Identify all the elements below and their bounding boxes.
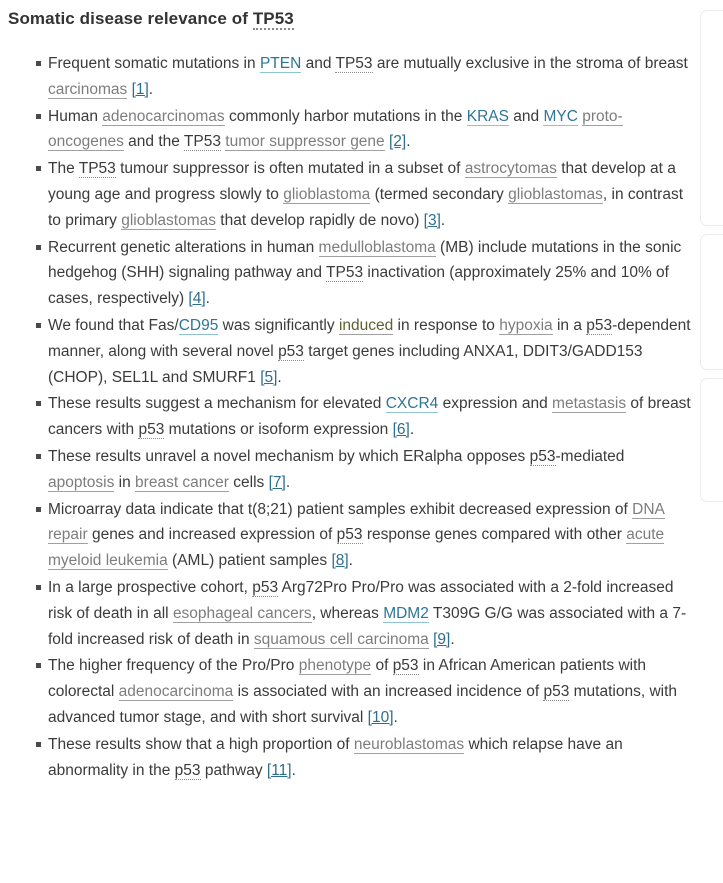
- relevance-bullet-item: [48, 51, 695, 103]
- text: .: [393, 708, 398, 726]
- text: .: [148, 80, 154, 98]
- bullet-square-icon: [36, 61, 41, 66]
- bullet-square-icon: [36, 166, 41, 171]
- text: , in contrast to primary: [48, 185, 684, 229]
- text: inactivation (approximately 25% and 10% of cases, respectively): [48, 264, 669, 308]
- side-panel-edge-middle: [700, 234, 723, 370]
- disease-link[interactable]: tumor suppressor gene: [225, 133, 385, 151]
- text: T309G G/G was associated with a 7-fold increased risk of death in: [48, 604, 687, 648]
- disease-link[interactable]: carcinomas: [48, 80, 128, 98]
- text: tumour suppressor is often mutated in a subset of: [115, 160, 465, 178]
- citation-link[interactable]: [9]: [433, 630, 451, 648]
- bullet-square-icon: [36, 114, 41, 119]
- text: -dependent manner, along with several novel: [48, 316, 691, 360]
- text: response genes compared with other: [362, 526, 627, 544]
- relevance-bullet-item: [48, 653, 695, 730]
- disease-link[interactable]: adenocarcinoma: [118, 683, 234, 701]
- relevance-bullet-item: [48, 313, 695, 390]
- gene-link[interactable]: KRAS: [466, 107, 509, 125]
- text: was significantly: [218, 316, 339, 334]
- side-panel-edge-top: [700, 10, 723, 226]
- text: Human: [48, 107, 103, 125]
- citation-link[interactable]: [3]: [423, 211, 441, 229]
- tooltip-term[interactable]: TP53: [335, 55, 373, 72]
- text: target genes including ANXA1, DDIT3/GADD153 (CHOP), SEL1L and SMURF1: [48, 342, 643, 386]
- text: that develop at a young age and progress slowly to: [48, 160, 676, 203]
- relevance-bullet-item: [48, 104, 695, 156]
- text: that develop rapidly de novo): [216, 211, 424, 229]
- text: which relapse have an abnormality in the: [48, 735, 623, 779]
- bullet-square-icon: [36, 245, 41, 250]
- text: The higher frequency of the Pro/Pro: [48, 657, 299, 675]
- text: (MB) include mutations in the sonic hedgehog (SHH) signaling pathway and: [48, 238, 682, 282]
- gene-link[interactable]: CD95: [178, 316, 219, 334]
- tooltip-term[interactable]: p53: [252, 578, 279, 596]
- side-panel-edge-bottom: [700, 378, 723, 502]
- gene-link[interactable]: PTEN: [259, 55, 302, 72]
- text: .: [291, 761, 296, 779]
- text: .: [277, 368, 282, 386]
- tooltip-term[interactable]: p53: [543, 683, 570, 701]
- text: and: [301, 55, 336, 72]
- citation-link[interactable]: [8]: [331, 552, 349, 570]
- text: .: [348, 552, 353, 570]
- disease-link[interactable]: glioblastomas: [121, 211, 216, 229]
- disease-link[interactable]: medulloblastoma: [318, 238, 436, 256]
- text: in a: [552, 316, 587, 334]
- gene-link[interactable]: MDM2: [383, 604, 429, 622]
- text: commonly harbor mutations in the: [224, 107, 467, 125]
- tooltip-term[interactable]: p53: [278, 342, 304, 360]
- disease-link[interactable]: acute myeloid leukemia: [48, 526, 665, 570]
- text: of breast cancers with: [48, 395, 691, 439]
- bullet-square-icon: [36, 742, 41, 747]
- tooltip-term[interactable]: TP53: [183, 133, 221, 151]
- tooltip-term[interactable]: p53: [529, 447, 556, 465]
- bullet-square-icon: [36, 663, 41, 668]
- disease-link[interactable]: hypoxia: [499, 316, 553, 334]
- disease-link[interactable]: squamous cell carcinoma: [253, 630, 429, 648]
- text: .: [205, 290, 210, 308]
- keyword-link[interactable]: induced: [338, 316, 394, 334]
- tooltip-term[interactable]: p53: [336, 526, 363, 544]
- citation-link[interactable]: [2]: [388, 133, 407, 151]
- bullet-square-icon: [36, 401, 41, 406]
- text: The: [48, 160, 79, 178]
- disease-link[interactable]: DNA repair: [48, 500, 665, 544]
- text: .: [450, 630, 455, 648]
- text: in: [114, 473, 136, 491]
- relevance-bullet-item: [48, 575, 695, 652]
- text: mutations or isoform expression: [164, 421, 393, 439]
- disease-link[interactable]: phenotype: [298, 657, 372, 675]
- gene-link[interactable]: MYC: [543, 107, 578, 125]
- tooltip-term[interactable]: p53: [174, 761, 201, 779]
- text: (termed secondary: [370, 185, 509, 203]
- text: is associated with an increased incidence of: [233, 683, 544, 701]
- disease-link[interactable]: adenocarcinomas: [102, 107, 225, 125]
- bullet-square-icon: [36, 507, 41, 512]
- text: Recurrent genetic alterations in human: [48, 238, 319, 256]
- bullet-square-icon: [36, 585, 41, 590]
- text: cells: [228, 473, 269, 491]
- text: (AML) patient samples: [167, 552, 332, 570]
- text: in response to: [393, 316, 500, 334]
- bullet-square-icon: [36, 323, 41, 328]
- text: and the: [123, 133, 184, 151]
- citation-link[interactable]: [7]: [268, 473, 286, 491]
- text: , whereas: [311, 604, 384, 622]
- text: are mutually exclusive in the stroma of breast: [372, 55, 688, 72]
- text: Somatic disease relevance of: [8, 9, 253, 28]
- relevance-bullet-item: [48, 156, 695, 233]
- disease-link[interactable]: metastasis: [552, 395, 627, 413]
- disease-link[interactable]: breast cancer: [135, 473, 229, 491]
- relevance-bullet-item: [48, 444, 695, 496]
- relevance-bullet-item: [48, 391, 695, 443]
- tooltip-term[interactable]: p53: [392, 657, 419, 675]
- bullet-square-icon: [36, 454, 41, 459]
- disease-link[interactable]: proto-oncogenes: [48, 107, 623, 151]
- text: .: [285, 473, 291, 491]
- text: pathway: [200, 761, 267, 779]
- text: of: [371, 657, 393, 675]
- text: .: [440, 211, 446, 229]
- text: These results unravel a novel mechanism by which ERalpha opposes: [48, 447, 530, 465]
- text: mutations, with advanced tumor stage, and with short survival: [48, 683, 678, 726]
- text: in African American patients with colorectal: [48, 657, 647, 701]
- relevance-bullet-item: [48, 235, 695, 312]
- text: .: [409, 421, 415, 439]
- page-title: [8, 9, 723, 29]
- citation-link[interactable]: [1]: [131, 80, 149, 98]
- relevance-bullet-item: [48, 497, 695, 574]
- citation-link[interactable]: [6]: [392, 421, 410, 439]
- disease-link[interactable]: neuroblastomas: [353, 735, 465, 753]
- text: expression and: [438, 395, 553, 413]
- text: Microarray data indicate that t(8;21) patient samples exhibit decreased expression of: [48, 500, 633, 518]
- text: In a large prospective cohort,: [48, 578, 253, 596]
- text: genes and increased expression of: [87, 526, 337, 544]
- disease-link[interactable]: esophageal cancers: [172, 604, 312, 622]
- text: -mediated: [555, 447, 625, 465]
- citation-link[interactable]: [10]: [367, 708, 394, 726]
- gene-link[interactable]: CXCR4: [385, 395, 439, 413]
- citation-link[interactable]: [4]: [188, 290, 206, 308]
- text: We found that Fas/: [48, 316, 179, 334]
- text: Frequent somatic mutations in: [48, 55, 260, 72]
- text: and: [508, 107, 544, 125]
- tooltip-term[interactable]: p53: [586, 316, 613, 334]
- text: Arg72Pro Pro/Pro was associated with a 2-fold increased risk of death in all: [48, 578, 674, 622]
- tooltip-term[interactable]: p53: [138, 421, 165, 439]
- tooltip-term[interactable]: TP53: [252, 9, 294, 28]
- citation-link[interactable]: [5]: [260, 368, 278, 386]
- disease-link[interactable]: apoptosis: [48, 473, 115, 491]
- text: These results show that a high proportion of: [48, 735, 354, 753]
- disease-link[interactable]: glioblastomas: [508, 185, 603, 203]
- citation-link[interactable]: [11]: [266, 761, 292, 779]
- disease-relevance-list: [0, 51, 723, 783]
- disease-link[interactable]: glioblastoma: [283, 185, 371, 203]
- tooltip-term[interactable]: TP53: [326, 264, 364, 282]
- text: .: [406, 133, 411, 151]
- tooltip-term[interactable]: TP53: [78, 160, 116, 178]
- relevance-bullet-item: [48, 732, 695, 784]
- disease-link[interactable]: astrocytomas: [464, 160, 557, 178]
- text: These results suggest a mechanism for elevated: [48, 395, 386, 413]
